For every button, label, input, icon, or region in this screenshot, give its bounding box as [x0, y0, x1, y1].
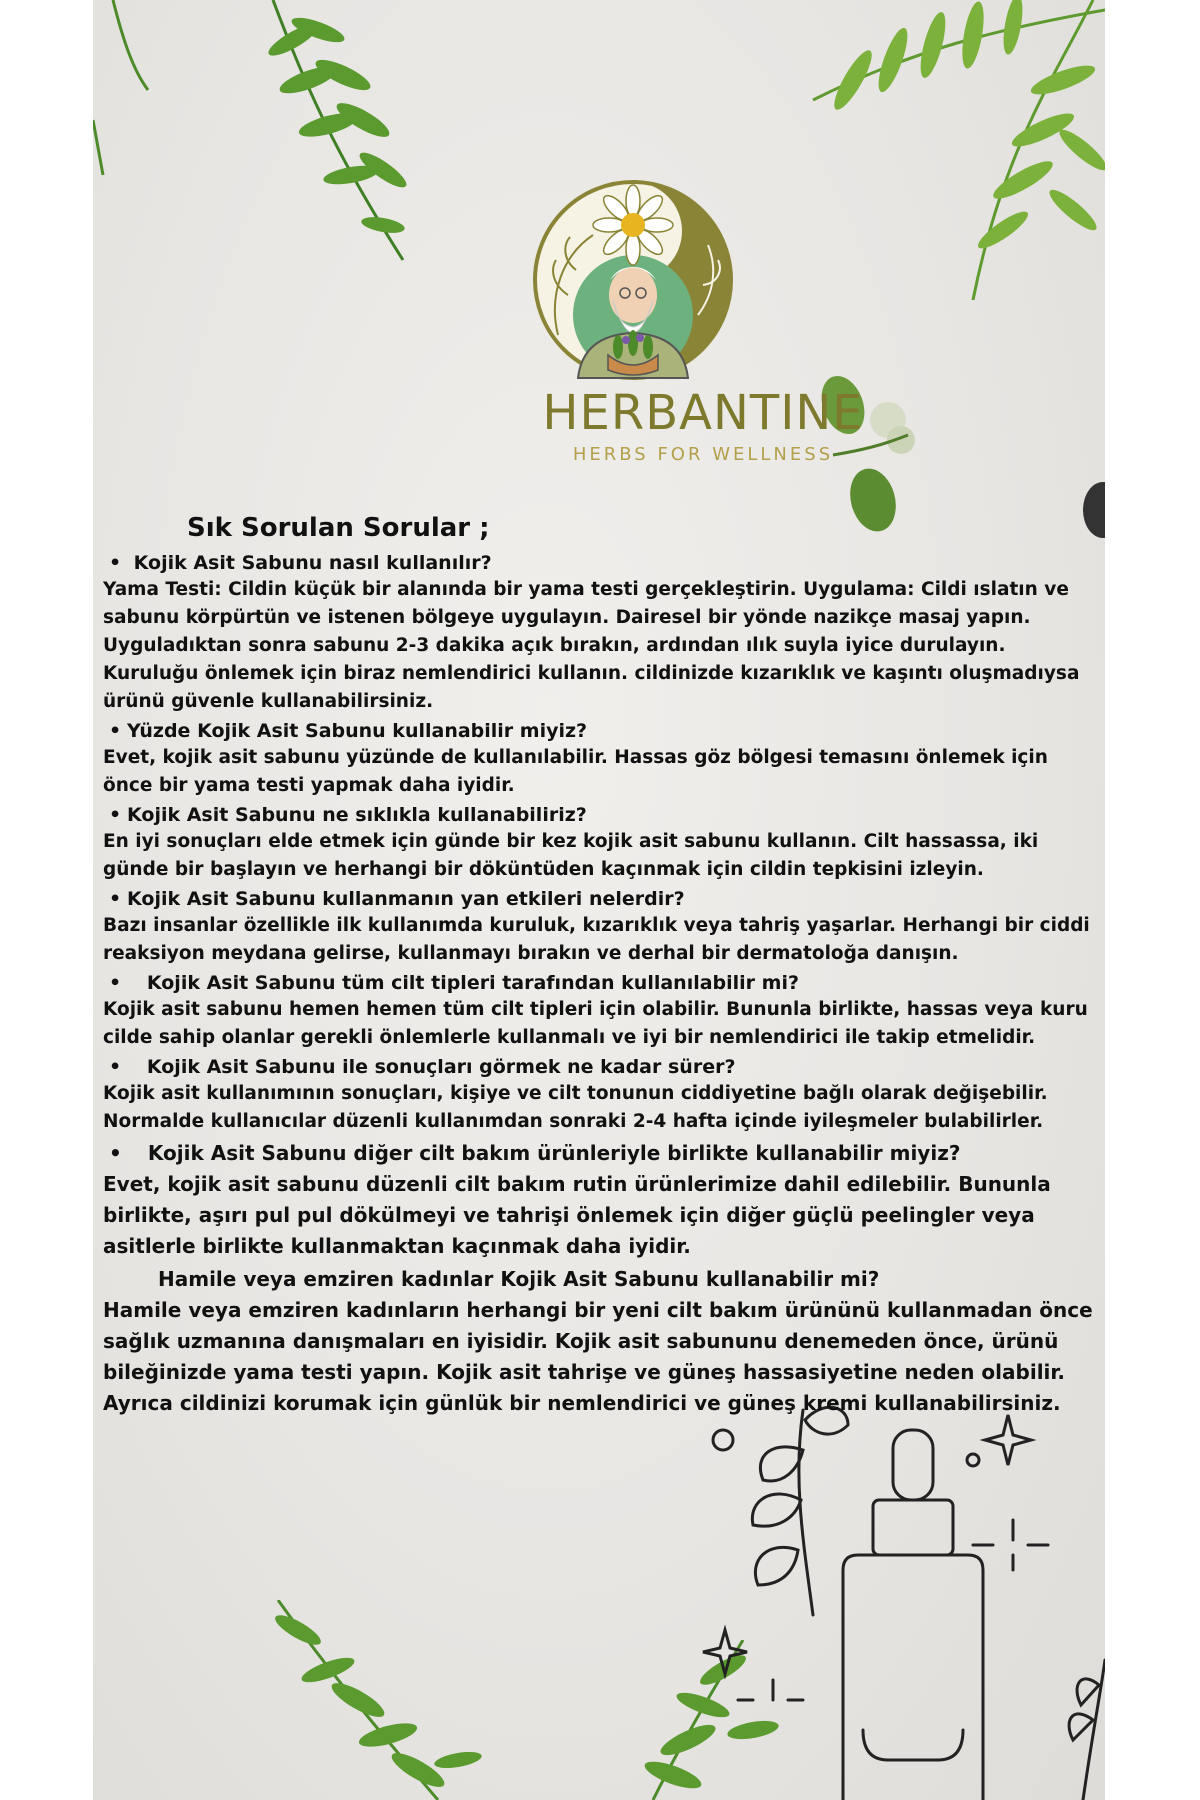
faq-answer: Yama Testi: Cildin küçük bir alanında bir yama testi gerçekleştirin. Uygulama: Cildi ıslatın ve sabunu körpürtün ve istenen bölgeye uygulayın. Dairesel bir yönde nazikçe masaj yapın. Uyguladıktan sonra sabunu 2-3 dakika açık bırakın, ardından ılık suyla iyice durulayın. Kuruluğu önlemek için biraz nemlendirici kullanın. cildinizde kızarıklık ve kaşıntı oluşmadıysa ürünü güvenle kullanabilirsiniz.: [103, 579, 1080, 712]
faq-title: Sık Sorulan Sorular ;: [187, 513, 490, 543]
faq-question: • Kojik Asit Sabunu ile sonuçları görmek ne kadar sürer?: [109, 1056, 736, 1078]
fern-top-left-icon: [233, 0, 433, 270]
faq-answer: En iyi sonuçları elde etmek için günde bir kez kojik asit sabunu kullanın. Cilt hassassa, iki günde bir başlayın ve herhangi bir döküntüden kaçınmak için cildin tepkisini izleyin.: [103, 831, 1039, 880]
faq-question: • Yüzde Kojik Asit Sabunu kullanabilir miyiz?: [109, 720, 588, 742]
brand-name: HERBANTINE: [542, 385, 864, 441]
faq-question: • Kojik Asit Sabunu diğer cilt bakım ürünleriyle birlikte kullanabilir miyiz?: [109, 1141, 961, 1165]
faq-question: • Kojik Asit Sabunu ne sıklıkla kullanabiliriz?: [109, 804, 587, 826]
brand-tagline: HERBS FOR WELLNESS: [572, 444, 834, 465]
faq-answer: Kojik asit kullanımının sonuçları, kişiye ve cilt tonunun ciddiyetine bağlı olarak değişebilir. Normalde kullanıcılar düzenli kullanımdan sonraki 2-4 hafta içinde iyileşmeler bulabilirler.: [103, 1083, 1048, 1132]
stem-top-left-icon: [93, 0, 153, 180]
fern-bottom-left-icon: [258, 1600, 488, 1800]
poster-background: [93, 0, 1105, 1800]
faq-answer: Hamile veya emziren kadınların herhangi bir yeni cilt bakım ürününü kullanmadan önce sağlık uzmanına danışmaları en iyisidir. Kojik asit sabununu denemeden önce, ürünü bileğinizde yama testi yapın. Kojik asit tahrişe ve güneş hassasiyetine neden olabilir. Ayrıca cildinizi korumak için günlük bir nemlendirici ve güneş kremi kullanabilirsiniz.: [103, 1298, 1093, 1415]
faq-answer: Bazı insanlar özellikle ilk kullanımda kuruluk, kızarıklık veya tahriş yaşarlar. Herhangi bir ciddi reaksiyon meydana gelirse, kullanmayı bırakın ve derhal bir dermatoloğa danışın.: [103, 915, 1090, 964]
faq-question: • Kojik Asit Sabunu nasıl kullanılır?: [109, 552, 492, 574]
faq-section: [103, 512, 1103, 1421]
fern-top-right-icon: [793, 0, 1105, 300]
faq-answer: Evet, kojik asit sabunu yüzünde de kullanılabilir. Hassas göz bölgesi temasını önlemek için önce bir yama testi yapmak daha iyidir.: [103, 747, 1048, 796]
faq-question: Hamile veya emziren kadınlar Kojik Asit Sabunu kullanabilir mi?: [158, 1267, 880, 1291]
faq-answer: Kojik asit sabunu hemen hemen tüm cilt tipleri için olabilir. Bununla birlikte, hassas veya kuru cilde sahip olanlar gerekli önlemlerle kullanmalı ve iyi bir nemlendirici ile takip etmelidir.: [103, 999, 1088, 1048]
faq-question: • Kojik Asit Sabunu tüm cilt tipleri tarafından kullanılabilir mi?: [109, 972, 800, 994]
faq-answer: Evet, kojik asit sabunu düzenli cilt bakım rutin ürünlerimize dahil edilebilir. Bununla birlikte, aşırı pul pul dökülmeyi ve tahrişi önlemek için diğer güçlü peelingler veya asitlerle birlikte kullanmaktan kaçınmak daha iyidir.: [103, 1172, 1051, 1258]
faq-question: • Kojik Asit Sabunu kullanmanın yan etkileri nelerdir?: [109, 888, 685, 910]
serum-bottle-illustration: [673, 1400, 1105, 1800]
